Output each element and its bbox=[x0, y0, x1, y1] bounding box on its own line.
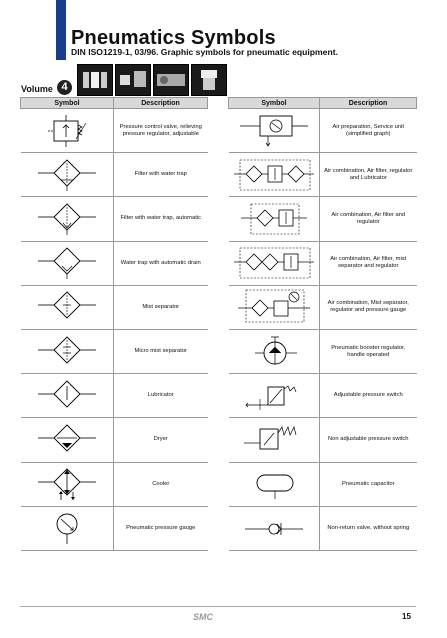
description-cell: Pressure control valve, relieving pressure regulator, adjustable bbox=[114, 109, 208, 153]
table-row bbox=[21, 241, 208, 285]
table-row bbox=[21, 153, 208, 197]
table-row bbox=[21, 329, 208, 373]
column-header-description: Description bbox=[320, 98, 417, 109]
description-cell: Pneumatic booster regulator, handle operated bbox=[320, 329, 417, 373]
description-cell: Mist separator bbox=[114, 285, 208, 329]
symbols-table-right bbox=[228, 97, 417, 551]
page-title: Pneumatics Symbols bbox=[71, 27, 276, 49]
table-row bbox=[229, 506, 417, 550]
pneumatic-capacitor-icon bbox=[239, 465, 309, 503]
catalog-image-regulators bbox=[115, 64, 151, 96]
symbols-table-left bbox=[20, 97, 208, 551]
description-cell: Micro mist separator bbox=[114, 329, 208, 373]
table-row bbox=[21, 418, 208, 462]
description-cell: Pneumatic pressure gauge bbox=[114, 506, 208, 550]
description-cell: Cooler bbox=[114, 462, 208, 506]
description-cell: Filter with water trap bbox=[114, 153, 208, 197]
table-row bbox=[229, 329, 417, 373]
non-return-valve-icon bbox=[239, 509, 309, 547]
table-row bbox=[229, 197, 417, 241]
table-row bbox=[21, 109, 208, 153]
adjustable-pressure-switch-icon bbox=[236, 377, 312, 415]
page-number: 15 bbox=[402, 612, 411, 621]
booster-regulator-icon bbox=[239, 333, 309, 371]
table-row bbox=[21, 462, 208, 506]
table-row bbox=[229, 462, 417, 506]
table-row bbox=[21, 374, 208, 418]
description-cell: Pneumatic capacitor bbox=[320, 462, 417, 506]
description-cell: Air combination, Air filter, regulator and Lubricator bbox=[320, 153, 417, 197]
footer-rule bbox=[20, 606, 416, 607]
table-row bbox=[229, 285, 417, 329]
water-trap-auto-drain-icon bbox=[32, 245, 102, 281]
catalog-image-dryers bbox=[153, 64, 189, 96]
volume-label: Volume bbox=[21, 84, 53, 94]
table-row bbox=[229, 109, 417, 153]
description-cell: Air combination, Air filter, mist separator and regulator bbox=[320, 241, 417, 285]
table-row bbox=[229, 374, 417, 418]
table-row bbox=[21, 197, 208, 241]
description-cell: Adjustable pressure switch bbox=[320, 374, 417, 418]
mist-separator-icon bbox=[32, 289, 102, 325]
air-combination-filter-regulator-lubricator-icon bbox=[232, 156, 316, 194]
description-cell: Air combination, Air filter and regulator bbox=[320, 197, 417, 241]
description-cell: Non adjustable pressure switch bbox=[320, 418, 417, 462]
pressure-control-valve-icon bbox=[42, 113, 92, 149]
description-cell: Filter with water trap, automatic bbox=[114, 197, 208, 241]
page-subtitle: DIN ISO1219-1, 03/96. Graphic symbols for pneumatic equipment. bbox=[71, 47, 338, 57]
air-combination-mist-regulator-gauge-icon bbox=[236, 288, 312, 326]
description-cell: Air combination, Mist separator, regulator and pressure gauge bbox=[320, 285, 417, 329]
table-row bbox=[21, 285, 208, 329]
description-cell: Non-return valve, without spring bbox=[320, 506, 417, 550]
table-row bbox=[21, 506, 208, 550]
description-cell: Water trap with automatic drain bbox=[114, 241, 208, 285]
column-header-symbol: Symbol bbox=[229, 98, 320, 109]
description-cell: Lubricator bbox=[114, 374, 208, 418]
filter-water-trap-icon bbox=[32, 157, 102, 193]
table-row bbox=[229, 241, 417, 285]
lubricator-icon bbox=[32, 378, 102, 414]
filter-water-trap-automatic-icon bbox=[32, 201, 102, 237]
cooler-icon bbox=[32, 466, 102, 502]
non-adjustable-pressure-switch-icon bbox=[236, 421, 312, 459]
column-header-description: Description bbox=[114, 98, 208, 109]
description-cell: Dryer bbox=[114, 418, 208, 462]
volume-number-badge: 4 bbox=[57, 80, 72, 95]
air-combination-filter-mist-regulator-icon bbox=[232, 244, 316, 282]
column-header-symbol: Symbol bbox=[21, 98, 114, 109]
air-combination-filter-regulator-icon bbox=[239, 200, 309, 238]
table-row bbox=[229, 153, 417, 197]
pressure-gauge-icon bbox=[42, 510, 92, 546]
catalog-image-filters bbox=[191, 64, 227, 96]
table-row bbox=[229, 418, 417, 462]
header-accent-bar bbox=[56, 0, 66, 60]
micro-mist-separator-icon bbox=[32, 334, 102, 370]
dryer-icon bbox=[32, 422, 102, 458]
description-cell: Air preparation, Service unit (simplified graph) bbox=[320, 109, 417, 153]
smc-logo: SMC bbox=[193, 612, 213, 622]
catalog-image-frl-unit bbox=[77, 64, 113, 96]
air-preparation-unit-icon bbox=[236, 112, 312, 150]
